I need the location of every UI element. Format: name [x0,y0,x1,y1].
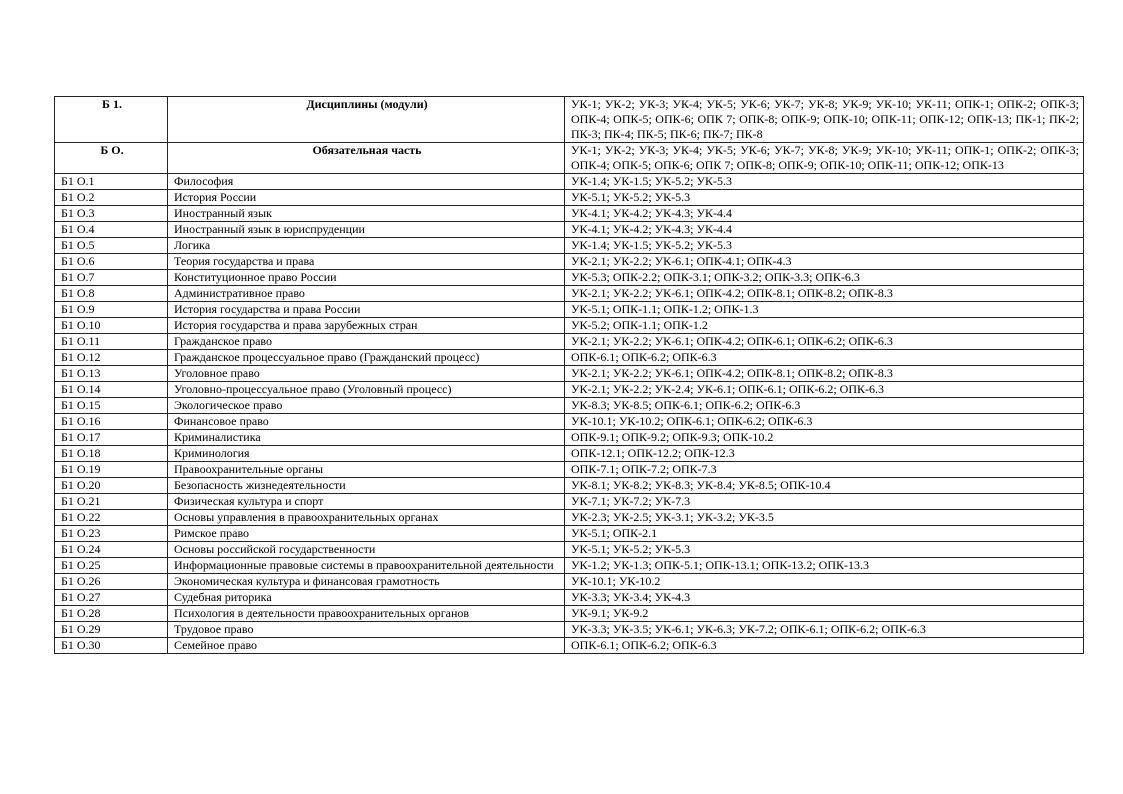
table-row [55,574,1084,590]
competencies-cell: УК-2.1; УК-2.2; УК-2.4; УК-6.1; ОПК-6.1; ОПК-6.2; ОПК-6.3 [565,382,1084,398]
table-row [55,526,1084,542]
discipline-name-cell: Криминология [168,446,565,462]
competencies-cell: УК-2.1; УК-2.2; УК-6.1; ОПК-4.2; ОПК-8.1; ОПК-8.2; ОПК-8.3 [565,286,1084,302]
competencies-cell: УК-1; УК-2; УК-3; УК-4; УК-5; УК-6; УК-7; УК-8; УК-9; УК-10; УК-11; ОПК-1; ОПК-2; ОПК-3; ОПК-4; ОПК-5; ОПК-6; ОПК 7; ОПК-8; ОПК-9; ОПК-10; ОПК-11; ОПК-12; ОПК-13 [565,143,1084,174]
discipline-code-cell: Б1 О.12 [55,350,168,366]
table-row [55,558,1084,574]
discipline-name-cell: Уголовно-процессуальное право (Уголовный процесс) [168,382,565,398]
discipline-code-cell: Б1 О.15 [55,398,168,414]
table-row [55,446,1084,462]
table-row [55,350,1084,366]
table-row [55,590,1084,606]
competencies-cell: УК-4.1; УК-4.2; УК-4.3; УК-4.4 [565,206,1084,222]
discipline-code-cell: Б1 О.18 [55,446,168,462]
discipline-code-cell: Б1 О.3 [55,206,168,222]
discipline-code-cell: Б1 О.9 [55,302,168,318]
competencies-cell: ОПК-12.1; ОПК-12.2; ОПК-12.3 [565,446,1084,462]
discipline-code-cell: Б1 О.26 [55,574,168,590]
table-row [55,334,1084,350]
discipline-code-cell: Б1 О.1 [55,174,168,190]
competencies-cell: УК-10.1; УК-10.2; ОПК-6.1; ОПК-6.2; ОПК-6.3 [565,414,1084,430]
competencies-cell: УК-5.1; УК-5.2; УК-5.3 [565,542,1084,558]
discipline-code-cell: Б1 О.16 [55,414,168,430]
competencies-cell: ОПК-9.1; ОПК-9.2; ОПК-9.3; ОПК-10.2 [565,430,1084,446]
table-header-row [55,143,1084,174]
competencies-cell: УК-8.1; УК-8.2; УК-8.3; УК-8.4; УК-8.5; ОПК-10.4 [565,478,1084,494]
competencies-cell: УК-5.3; ОПК-2.2; ОПК-3.1; ОПК-3.2; ОПК-3.3; ОПК-6.3 [565,270,1084,286]
discipline-code-cell: Б1 О.28 [55,606,168,622]
table-row [55,270,1084,286]
competencies-cell: УК-5.2; ОПК-1.1; ОПК-1.2 [565,318,1084,334]
discipline-name-cell: Экономическая культура и финансовая грамотность [168,574,565,590]
discipline-code-cell: Б1 О.14 [55,382,168,398]
discipline-name-cell: Основы российской государственности [168,542,565,558]
competencies-cell: УК-3.3; УК-3.5; УК-6.1; УК-6.3; УК-7.2; ОПК-6.1; ОПК-6.2; ОПК-6.3 [565,622,1084,638]
table-row [55,622,1084,638]
table-row [55,414,1084,430]
competencies-cell: УК-1; УК-2; УК-3; УК-4; УК-5; УК-6; УК-7; УК-8; УК-9; УК-10; УК-11; ОПК-1; ОПК-2; ОПК-3; ОПК-4; ОПК-5; ОПК-6; ОПК 7; ОПК-8; ОПК-9; ОПК-10; ОПК-11; ОПК-12; ОПК-13; ПК-1; ПК-2; ПК-3; ПК-4; ПК-5; ПК-6; ПК-7; ПК-8 [565,97,1084,143]
competencies-cell: УК-9.1; УК-9.2 [565,606,1084,622]
competencies-cell: ОПК-6.1; ОПК-6.2; ОПК-6.3 [565,350,1084,366]
discipline-code-cell: Б О. [55,143,168,174]
table-row [55,542,1084,558]
discipline-name-cell: Безопасность жизнедеятельности [168,478,565,494]
table-row [55,382,1084,398]
competencies-cell: ОПК-7.1; ОПК-7.2; ОПК-7.3 [565,462,1084,478]
discipline-code-cell: Б1 О.21 [55,494,168,510]
competencies-cell: УК-2.3; УК-2.5; УК-3.1; УК-3.2; УК-3.5 [565,510,1084,526]
discipline-name-cell: Административное право [168,286,565,302]
discipline-name-cell: Дисциплины (модули) [168,97,565,143]
table-row [55,302,1084,318]
discipline-name-cell: Криминалистика [168,430,565,446]
discipline-name-cell: Иностранный язык [168,206,565,222]
discipline-code-cell: Б1 О.6 [55,254,168,270]
competencies-cell: УК-1.2; УК-1.3; ОПК-5.1; ОПК-13.1; ОПК-13.2; ОПК-13.3 [565,558,1084,574]
table-row [55,318,1084,334]
discipline-name-cell: Теория государства и права [168,254,565,270]
competencies-cell: УК-1.4; УК-1.5; УК-5.2; УК-5.3 [565,238,1084,254]
discipline-name-cell: Семейное право [168,638,565,654]
discipline-name-cell: Гражданское право [168,334,565,350]
discipline-name-cell: Экологическое право [168,398,565,414]
table-header-row [55,97,1084,143]
discipline-name-cell: Финансовое право [168,414,565,430]
discipline-code-cell: Б1 О.25 [55,558,168,574]
competencies-cell: УК-2.1; УК-2.2; УК-6.1; ОПК-4.1; ОПК-4.3 [565,254,1084,270]
discipline-name-cell: История государства и права зарубежных стран [168,318,565,334]
discipline-name-cell: Трудовое право [168,622,565,638]
table-row [55,510,1084,526]
discipline-code-cell: Б1 О.13 [55,366,168,382]
table-row [55,190,1084,206]
table-row [55,254,1084,270]
discipline-code-cell: Б1 О.29 [55,622,168,638]
table-row [55,174,1084,190]
discipline-name-cell: Иностранный язык в юриспруденции [168,222,565,238]
discipline-name-cell: Правоохранительные органы [168,462,565,478]
discipline-name-cell: Информационные правовые системы в правоохранительной деятельности [168,558,565,574]
competencies-cell: УК-7.1; УК-7.2; УК-7.3 [565,494,1084,510]
competencies-cell: УК-8.3; УК-8.5; ОПК-6.1; ОПК-6.2; ОПК-6.3 [565,398,1084,414]
competencies-cell: УК-5.1; УК-5.2; УК-5.3 [565,190,1084,206]
table-row [55,366,1084,382]
discipline-code-cell: Б1 О.17 [55,430,168,446]
discipline-code-cell: Б1 О.10 [55,318,168,334]
competency-matrix-table [54,96,1084,654]
competencies-cell: УК-2.1; УК-2.2; УК-6.1; ОПК-4.2; ОПК-8.1; ОПК-8.2; ОПК-8.3 [565,366,1084,382]
discipline-code-cell: Б1 О.8 [55,286,168,302]
table-row [55,286,1084,302]
competencies-cell: УК-5.1; ОПК-2.1 [565,526,1084,542]
discipline-code-cell: Б1 О.7 [55,270,168,286]
table-row [55,494,1084,510]
discipline-code-cell: Б1 О.2 [55,190,168,206]
discipline-name-cell: Основы управления в правоохранительных органах [168,510,565,526]
discipline-code-cell: Б1 О.19 [55,462,168,478]
discipline-code-cell: Б1 О.22 [55,510,168,526]
discipline-name-cell: Логика [168,238,565,254]
competencies-cell: УК-1.4; УК-1.5; УК-5.2; УК-5.3 [565,174,1084,190]
competencies-cell: УК-5.1; ОПК-1.1; ОПК-1.2; ОПК-1.3 [565,302,1084,318]
discipline-code-cell: Б 1. [55,97,168,143]
table-row [55,430,1084,446]
discipline-name-cell: Гражданское процессуальное право (Гражданский процесс) [168,350,565,366]
discipline-name-cell: Обязательная часть [168,143,565,174]
discipline-name-cell: Римское право [168,526,565,542]
table-row [55,222,1084,238]
discipline-name-cell: Философия [168,174,565,190]
discipline-name-cell: История государства и права России [168,302,565,318]
discipline-code-cell: Б1 О.30 [55,638,168,654]
competencies-cell: УК-4.1; УК-4.2; УК-4.3; УК-4.4 [565,222,1084,238]
discipline-name-cell: Физическая культура и спорт [168,494,565,510]
discipline-code-cell: Б1 О.20 [55,478,168,494]
discipline-code-cell: Б1 О.27 [55,590,168,606]
table-row [55,478,1084,494]
discipline-code-cell: Б1 О.23 [55,526,168,542]
discipline-code-cell: Б1 О.24 [55,542,168,558]
table-row [55,462,1084,478]
table-row [55,398,1084,414]
competencies-cell: УК-3.3; УК-3.4; УК-4.3 [565,590,1084,606]
table-row [55,638,1084,654]
discipline-name-cell: История России [168,190,565,206]
table-body [55,97,1084,654]
discipline-code-cell: Б1 О.5 [55,238,168,254]
table-row [55,206,1084,222]
discipline-name-cell: Уголовное право [168,366,565,382]
table-row [55,606,1084,622]
table-row [55,238,1084,254]
competencies-cell: УК-10.1; УК-10.2 [565,574,1084,590]
discipline-code-cell: Б1 О.4 [55,222,168,238]
competencies-cell: ОПК-6.1; ОПК-6.2; ОПК-6.3 [565,638,1084,654]
discipline-name-cell: Судебная риторика [168,590,565,606]
discipline-name-cell: Конституционное право России [168,270,565,286]
discipline-name-cell: Психология в деятельности правоохранительных органов [168,606,565,622]
competencies-cell: УК-2.1; УК-2.2; УК-6.1; ОПК-4.2; ОПК-6.1; ОПК-6.2; ОПК-6.3 [565,334,1084,350]
discipline-code-cell: Б1 О.11 [55,334,168,350]
